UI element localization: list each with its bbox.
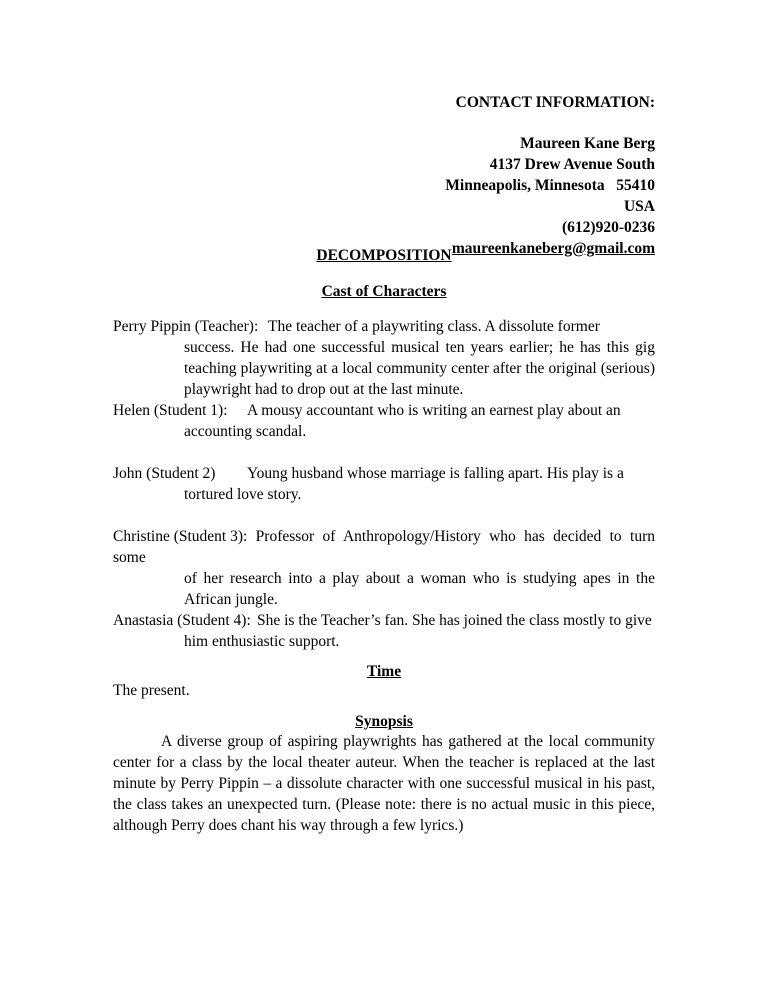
cast-heading: Cast of Characters bbox=[321, 283, 447, 300]
character-description-continued: tortured love story. bbox=[184, 486, 302, 503]
contact-name: Maureen Kane Berg bbox=[520, 135, 655, 152]
character-entry-anastasia bbox=[113, 610, 655, 652]
character-name: Helen (Student 1): bbox=[113, 402, 228, 419]
character-description-continued: him enthusiastic support. bbox=[184, 633, 340, 650]
contact-city: Minneapolis, Minnesota 55410 bbox=[445, 177, 655, 194]
contact-email-link[interactable]: maureenkaneberg@gmail.com bbox=[451, 240, 655, 257]
contact-block bbox=[445, 92, 655, 259]
character-description-first-line: A mousy accountant who is writing an earnest play about an bbox=[247, 402, 621, 419]
character-entry-christine bbox=[113, 526, 655, 610]
time-text: The present. bbox=[113, 682, 190, 699]
synopsis-text: A diverse group of aspiring playwrights has gathered at the local community center for a class by the local theater auteur. When the teacher is replaced at the last minute by Perry Pippin – a dissolute character with one successful musical in his past, the class takes an unexpected turn. (Please note: there is no actual music in this piece, although Perry does chant his way through a few lyrics.) bbox=[113, 733, 655, 834]
character-description-continued: of her research into a play about a woman who is studying apes in the African jungle. bbox=[184, 570, 655, 608]
contact-street: 4137 Drew Avenue South bbox=[489, 156, 655, 173]
character-description-first-line: Professor of Anthropology/History who has decided to turn some bbox=[113, 528, 655, 566]
character-name: John (Student 2) bbox=[113, 465, 216, 482]
contact-phone: (612)920-0236 bbox=[562, 219, 655, 236]
character-name: Anastasia (Student 4): bbox=[113, 612, 251, 629]
character-description-first-line: The teacher of a playwriting class. A dissolute former bbox=[268, 318, 600, 335]
character-entry-helen bbox=[113, 400, 655, 442]
time-heading: Time bbox=[366, 663, 402, 680]
play-title: DECOMPOSITION bbox=[316, 247, 452, 264]
character-description-first-line: She is the Teacher’s fan. She has joined the class mostly to give bbox=[257, 612, 652, 629]
character-description-continued: accounting scandal. bbox=[184, 423, 307, 440]
character-name: Christine (Student 3): bbox=[113, 528, 248, 545]
contact-country: USA bbox=[623, 198, 655, 215]
synopsis-heading: Synopsis bbox=[355, 713, 413, 730]
character-entry-john bbox=[113, 463, 655, 505]
character-name: Perry Pippin (Teacher): bbox=[113, 318, 259, 335]
character-description-continued: success. He had one successful musical ten years earlier; he has this gig teaching playwriting at a local community center after the original (serious) playwright had to drop out at the last minute. bbox=[184, 339, 655, 398]
character-description-first-line: Young husband whose marriage is falling apart. His play is a bbox=[247, 465, 624, 482]
character-entry-perry bbox=[113, 316, 655, 400]
contact-heading: CONTACT INFORMATION: bbox=[455, 94, 655, 111]
